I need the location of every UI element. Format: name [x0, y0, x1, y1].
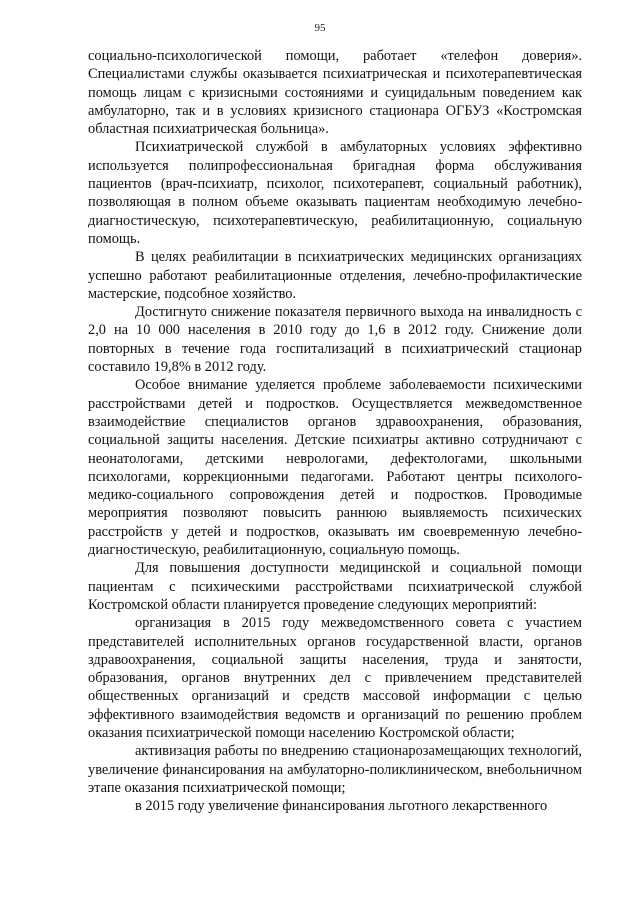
paragraph-outpatient-team: Психиатрической службой в амбулаторных условиях эффективно используется полипрофессиональная бригадная форма обслуживания пациентов (врач-психиатр, психолог, психотерапевт, социальный работник), позволяющая в полном объеме оказывать пациентам необходимую лечебно-диагностическую, психотерапевтическую, реабилитационную, социальную помощь. [88, 139, 582, 247]
paragraph-inpatient-replacement: активизация работы по внедрению стационарозамещающих технологий, увеличение финансирования на амбулаторно-поликлиническом, внебольничном этапе оказания психиатрической помощи; [88, 743, 582, 796]
paragraph-interagency-council: организация в 2015 году межведомственного совета с участием представителей исполнительных органов государственной власти, органов здравоохранения, социальной защиты населения, труда и занятости, образования, органов внутренних дел с привлечением представителей общественных организаций и средств массовой информации с целью эффективного взаимодействия ведомств и организаций по решению проблем оказания психиатрической помощи населению Костромской области; [88, 615, 582, 741]
paragraph-disability-reduction: Достигнуто снижение показателя первичного выхода на инвалидность с 2,0 на 10 000 населения в 2010 году до 1,6 в 2012 году. Снижение доли повторных в течение года госпитализаций в психиатрический стационар составило 19,8% в 2012 году. [88, 304, 582, 376]
paragraph-rehabilitation: В целях реабилитации в психиатрических медицинских организациях успешно работают реабилитационные отделения, лечебно-профилактические мастерские, подсобное хозяйство. [88, 249, 582, 302]
paragraph-crisis-service: социально-психологической помощи, работает «телефон доверия». Специалистами службы оказывается психиатрическая и психотерапевтическая помощь лицам с кризисными состояниями и суицидальным поведением как амбулаторно, так и в условиях кризисного стационара ОГБУЗ «Костромская областная психиатрическая больница». [88, 48, 582, 138]
page-number: 95 [314, 22, 326, 34]
paragraph-drug-financing: в 2015 году увеличение финансирования льготного лекарственного [135, 798, 548, 815]
document-body [88, 47, 582, 815]
paragraph-children-adolescents: Особое внимание уделяется проблеме заболеваемости психическими расстройствами детей и подростков. Осуществляется межведомственное взаимодействие специалистов органов здравоохранения, образования, социальной защиты населения. Детские психиатры активно сотрудничают с неонатологами, детскими неврологами, дефектологами, школьными психологами, коррекционными педагогами. Работают центры психолого-медико-социального сопровождения детей и подростков. Проводимые мероприятия позволяют повысить раннюю выявляемость психических расстройств у детей и подростков, оказывать им своевременную лечебно-диагностическую, реабилитационную, социальную помощь. [88, 377, 582, 559]
paragraph-planned-measures: Для повышения доступности медицинской и социальной помощи пациентам с психическими расстройствами психиатрической службой Костромской области планируется проведение следующих мероприятий: [88, 560, 582, 613]
